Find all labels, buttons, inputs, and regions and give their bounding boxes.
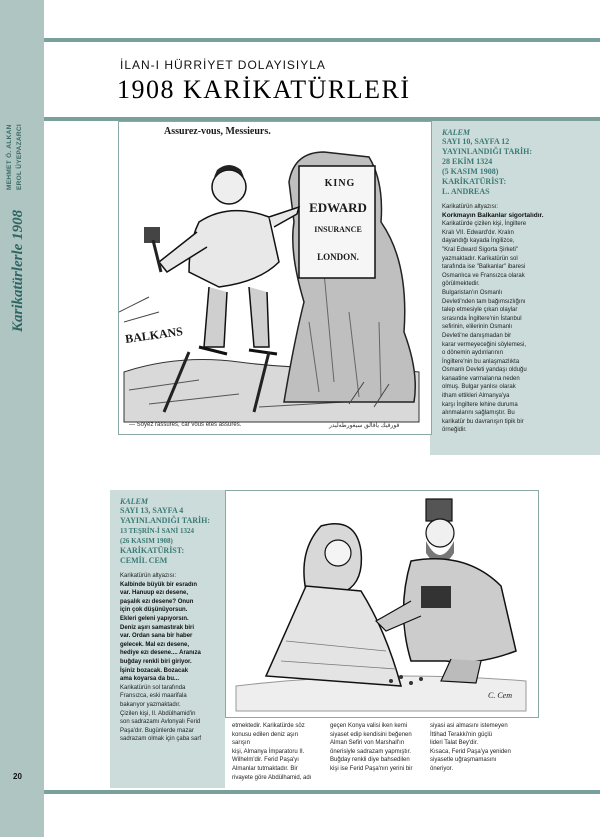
article1-body-line: karikatür bu davranışın tipik bir (442, 418, 524, 425)
bottom-rule (44, 790, 600, 794)
article2-body-line: son sadrazamı Avlonyalı Ferid (120, 719, 201, 726)
article1-magazine: KALEM (442, 128, 471, 137)
article2-body-line: bakarıyor yazmaktadır. (120, 701, 181, 708)
author-name-1: MEHMET Ö. ALKAN (6, 124, 13, 190)
article2-body-line: etmektedir. Karikatürde söz (232, 723, 305, 729)
article1-body-line: olmuş. Bulgar yanlısı olarak (442, 384, 516, 391)
sign-line-4: LONDON. (317, 252, 359, 262)
article2-quote-line: var. Ordan sana bir haber (120, 633, 193, 640)
article2-body-line: Kısaca, Ferid Paşa'ya yeniden (430, 748, 511, 755)
article1-body-line: görülmektedir. (442, 281, 480, 288)
article2-quote-line: hediye ezı desene.... Aranıza (120, 650, 201, 657)
article1-body-line: o dönemin aydınlarının (442, 350, 504, 357)
article2-quote-line: gelecek. Mal ezı desene, (120, 641, 190, 648)
top-rule (44, 38, 600, 42)
article2-body-line: önerisiyle sadrazam yapmıştır. (330, 748, 412, 755)
cartoon2-signature: C. Cem (488, 691, 512, 700)
article1-body (442, 220, 594, 435)
article2-body-line: Çizilen kişi, II. Abdülhamid'in (120, 710, 196, 717)
article2-body-line: Paşa'dır. Bugünlerde mazar (120, 727, 194, 734)
sign-line-2: EDWARD (309, 200, 367, 215)
article1-body-line: Osmanlıca ve Fransızca olarak (442, 272, 525, 279)
article1-body-line: sırasında İngiltere'nin İstanbul (442, 315, 522, 322)
article2-body-line: lideri Talat Bey'dir. (430, 740, 479, 747)
article1-body-line: "Kral Edward Sigorta Şirketi" (442, 246, 518, 253)
article2-body-col4 (430, 722, 520, 774)
article2-body-line: kişi, Almanya İmparatoru II. (232, 748, 305, 755)
article2-quote-line: için çok düşünüyorsun. (120, 607, 188, 614)
cartoon1-top-caption: Assurez-vous, Messieurs. (164, 126, 271, 137)
book-title-vertical: Karikatürlerle 1908 (10, 209, 26, 332)
article2-artist: CEMİL CEM (120, 556, 168, 565)
article2-artist-label: KARİKATÜRİST: (120, 546, 185, 555)
article1-issue: SAYI 10, SAYFA 12 (442, 137, 510, 146)
article1-body-line: Devleti'ne danışmadan bir (442, 332, 512, 339)
article1-artist: L. ANDREAS (442, 187, 490, 196)
article1-body-line: İngiltere'nin bu anlaşmazlıkta (442, 358, 520, 365)
article2-body-line: siyasetle uğraşmamasını (430, 757, 497, 764)
article2-intro: Karikatürün altyazısı: (120, 573, 177, 579)
article2-quote-line: Deniz aşırı samastırak biri (120, 624, 195, 631)
author-credits (2, 104, 42, 190)
cartoon1-bottom-caption-left: — Soyez rassurés, car vous êtes assurés. (129, 422, 242, 428)
article2-body-line: Wilhelm'dir. Ferid Paşa'yı (232, 757, 299, 764)
article2-date1: 13 TEŞRİN-İ SANİ 1324 (120, 527, 194, 535)
article2-text (120, 497, 222, 744)
article2-body-col3 (330, 722, 420, 774)
article2-body-line: Fransızca, eski maarifala (120, 693, 187, 700)
article2-body-line: siyasi asi almasını istemeyen (430, 723, 508, 729)
article2-body-line: siyaset edip kendisini beğenen (330, 731, 412, 738)
article1-body-line: örneğidir. (442, 427, 467, 434)
article1-body-line: Kralı VII. Edward'dır. Kralın (442, 229, 514, 236)
article2-body-line: Alman Sefiri von Marshall'ın (330, 740, 405, 747)
article1-body-line: talep etmesiyle çıkan olaylar (442, 307, 518, 314)
article2-body-line: rivayete göre Abdülhamid, adı (232, 774, 312, 781)
article1-body-line: karşı İngiltere lehine duruma (442, 401, 518, 408)
article1-body-line: Osmanlı Devleti yandaşı olduğu (442, 367, 527, 374)
article2-body-line: sadrazam olmak için çaba sarf (120, 736, 202, 743)
article2-magazine: KALEM (120, 497, 149, 506)
article2-quote-line: Kalbinde büyük bir esradın (120, 581, 198, 588)
article2-quote-line: Ekleri geleni yapıyorsın. (120, 615, 189, 622)
author-name-2: EROL ÜYEPAZARCI (16, 123, 23, 190)
article1-body-line: sefirinin, elilerinin Osmanlı (442, 324, 513, 331)
article1-text (442, 128, 594, 435)
page-subtitle: İLAN-I HÜRRİYET DOLAYISIYLA (120, 58, 326, 72)
sign-line-1: KING (324, 178, 356, 189)
article2-quote-line: buğday renkli biri giriyor. (120, 658, 192, 665)
article1-body-line: Devleti'nden tam bağımsızlığını (442, 298, 526, 305)
article2-date2: (26 KASIM 1908) (120, 537, 173, 545)
article2-date-label: YAYINLANDIĞI TARİH: (120, 516, 211, 525)
article1-body-line: itham ettikleri Almanya'ya (442, 393, 510, 400)
article1-artist-label: KARİKATÜRİST: (442, 177, 507, 186)
article2-body-line: Buğday renkli diye bahsedilen (330, 757, 410, 764)
article1-date-label: YAYINLANDIĞI TARİH: (442, 147, 533, 156)
article1-body-line: karar vermeyeceğini söylemesi, (442, 341, 527, 348)
article2-body-col1 (120, 684, 222, 744)
article1-body-line: Karikatürde çizilen kişi, İngiltere (442, 221, 527, 228)
sidebar (0, 0, 44, 837)
cartoon1-drawing (119, 122, 431, 434)
article2-body-line: konusu edilen deniz aşırı sarışın (232, 731, 299, 747)
article1-body-line: Bulgaristan'ın Osmanlı (442, 289, 503, 296)
article1-body-line: yazmaktadır. Karikatürün sol (442, 255, 518, 262)
article2-body-line: Karikatürün sol tarafında (120, 684, 186, 691)
article1-date1: 28 EKİM 1324 (442, 157, 493, 166)
sign-line-3: INSURANCE (314, 225, 362, 234)
article2-quote-line: ama koyarsa da bu... (120, 676, 180, 683)
article2-quote-line: var. Hanuup ezı desene, (120, 590, 189, 597)
article2-quote-line: paşalık ezı desene? Onun (120, 598, 194, 605)
article1-body-line: tarafında ise "Balkanlar" ibaresi (442, 264, 526, 271)
article1-body-line: dayandığı kayada İngilizce, (442, 238, 515, 245)
balkans-label: BALKANS (124, 324, 184, 346)
article2-body-line: kişi ise Ferid Paşa'nın yerini bir (330, 765, 413, 772)
article2-body-line: İttihad Terakki'nin güçlü (430, 731, 493, 738)
article1-body-line: alınmalarını sağlamıştır. Bu (442, 410, 515, 417)
article2-quote (120, 581, 222, 684)
cartoon-fortune-teller (225, 490, 539, 718)
page-number: 20 (13, 772, 22, 781)
article2-quote-line: İşiniz bozacak. Bozacak (120, 667, 189, 674)
article2-body-col2 (232, 722, 312, 782)
cartoon2-drawing (226, 491, 538, 717)
article2-body-line: öneriyor. (430, 765, 454, 772)
article1-body-line: kanaatine varmalarına neden (442, 375, 520, 382)
article1-quote: Korkmayın Balkanlar sigortalıdır. (442, 211, 544, 219)
cartoon1-bottom-caption-right: قورقیك یاقالق سیغورطه‌لیدر (329, 423, 400, 429)
article2-body-line: Almanlar tutmaktadır. Bir (232, 765, 298, 772)
article1-date2: (5 KASIM 1908) (442, 167, 499, 176)
article2-issue: SAYI 13, SAYFA 4 (120, 506, 184, 515)
article1-intro: Karikatürün altyazısı: (442, 204, 499, 210)
page-title: 1908 KARİKATÜRLERİ (117, 75, 411, 104)
cartoon-king-edward (118, 121, 432, 435)
article2-body-line: geçen Konya valisi iken kemi (330, 723, 408, 729)
